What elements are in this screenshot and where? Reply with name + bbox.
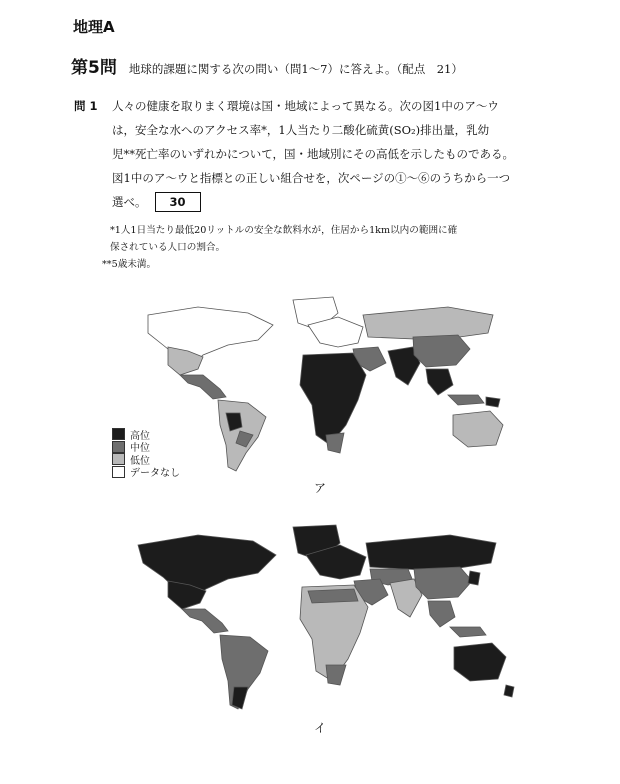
subquestion-label: 問 1 [74,99,98,113]
body-line: は，安全な水へのアクセス率*，1人当たり二酸化硫黄(SO₂)排出量，乳幼 [112,123,490,137]
answer-number-box: 30 [155,192,201,212]
map-i-label: イ [314,721,327,735]
legend-label: 低位 [130,455,150,467]
subquestion-1 [74,94,554,214]
footnotes [102,222,458,273]
body-line: 児**死亡率のいずれかについて，国・地域別にその高低を示したものである。 [112,147,515,161]
legend-label: 中位 [130,443,150,455]
legend-item-nodata [112,466,180,479]
legend-label: データなし [130,468,180,480]
question-header [71,53,463,78]
subject-title: 地理A [73,18,115,36]
legend-swatch [112,466,125,478]
body-line: 人々の健康を取りまく環境は国・地域によって異なる。次の図1中のア～ウ [112,99,499,113]
legend-swatch [112,441,125,453]
body-line: 図1中のア～ウと指標との正しい組合せを，次ページの①～⑥のうちから一つ [112,171,511,185]
question-number: 第5問 [71,58,117,78]
map-a-label: ア [314,481,327,495]
legend-label: 高位 [130,430,150,442]
body-line-last: 選べ。 [112,195,147,209]
map-legend [112,428,180,478]
question-intro: 地球的課題に関する次の問い（問1～7）に答えよ。（配点 21） [128,62,463,76]
footnote-1b: 保されている人口の割合。 [110,242,226,253]
world-map-i-graphic [108,515,528,715]
legend-swatch [112,453,125,465]
legend-swatch [112,428,125,440]
subquestion-body [112,94,514,214]
footnote-2: **5歳未満。 [102,259,157,270]
world-map-i [108,515,528,735]
footnote-1a: *1人1日当たり最低20リットルの安全な飲料水が，住居から1km以内の範囲に確 [110,225,458,236]
